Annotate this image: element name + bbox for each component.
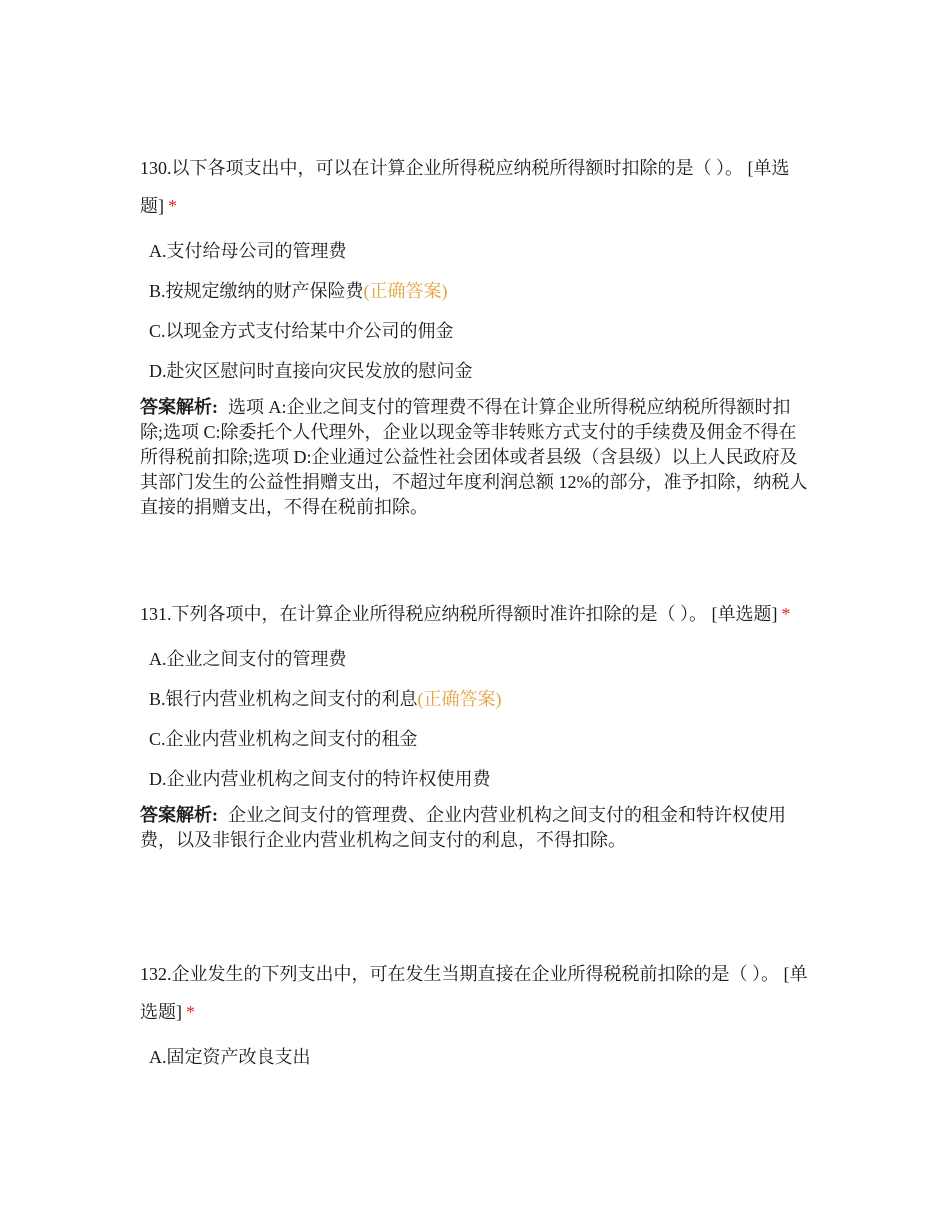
option-a: A.支付给母公司的管理费 [149, 241, 347, 261]
answer-analysis [140, 803, 812, 853]
required-mark: * [186, 1002, 195, 1022]
option-c: C.企业内营业机构之间支付的租金 [149, 729, 418, 749]
options-list [140, 639, 812, 799]
option-d: D.企业内营业机构之间支付的特许权使用费 [149, 769, 491, 789]
question-title: 132.企业发生的下列支出中，可在发生当期直接在企业所得税税前扣除的是（ ）。 [单选题] * [140, 964, 808, 1022]
options-list [140, 231, 812, 391]
correct-answer-tag: (正确答案) [417, 689, 502, 709]
answer-analysis [140, 395, 812, 520]
analysis-label: 答案解析: [140, 805, 218, 825]
option-d: D.赴灾区慰问时直接向灾民发放的慰问金 [149, 361, 473, 381]
question-title: 131.下列各项中，在计算企业所得税应纳税所得额时准许扣除的是（ ）。 [单选题] * [140, 604, 791, 624]
question-131 [140, 595, 812, 853]
option-b: B.按规定缴纳的财产保险费(正确答案) [149, 281, 448, 301]
question-130 [140, 149, 812, 520]
option-a: A.固定资产改良支出 [149, 1047, 311, 1067]
analysis-text: 企业之间支付的管理费、企业内营业机构之间支付的租金和特许权使用费，以及非银行企业内营业机构之间支付的利息，不得扣除。 [140, 805, 786, 850]
option-c: C.以现金方式支付给某中介公司的佣金 [149, 321, 454, 341]
correct-answer-tag: (正确答案) [363, 281, 448, 301]
analysis-label: 答案解析: [140, 397, 218, 417]
option-a: A.企业之间支付的管理费 [149, 649, 347, 669]
question-title: 130.以下各项支出中，可以在计算企业所得税应纳税所得额时扣除的是（ ）。 [单选题] * [140, 158, 790, 216]
required-mark: * [168, 196, 177, 216]
required-mark: * [781, 604, 791, 624]
question-132 [140, 955, 812, 1077]
options-list [140, 1037, 812, 1077]
option-b: B.银行内营业机构之间支付的利息(正确答案) [149, 689, 502, 709]
analysis-text: 选项 A:企业之间支付的管理费不得在计算企业所得税应纳税所得额时扣除;选项 C:除委托个人代理外，企业以现金等非转账方式支付的手续费及佣金不得在所得税前扣除;选项 D:企业通过公益性社会团体或者县级（含县级）以上人民政府及其部门发生的公益性捐赠支出，不超过年度利润总额 12%的部分，准予扣除，纳税人直接的捐赠支出，不得在税前扣除。 [140, 397, 808, 517]
